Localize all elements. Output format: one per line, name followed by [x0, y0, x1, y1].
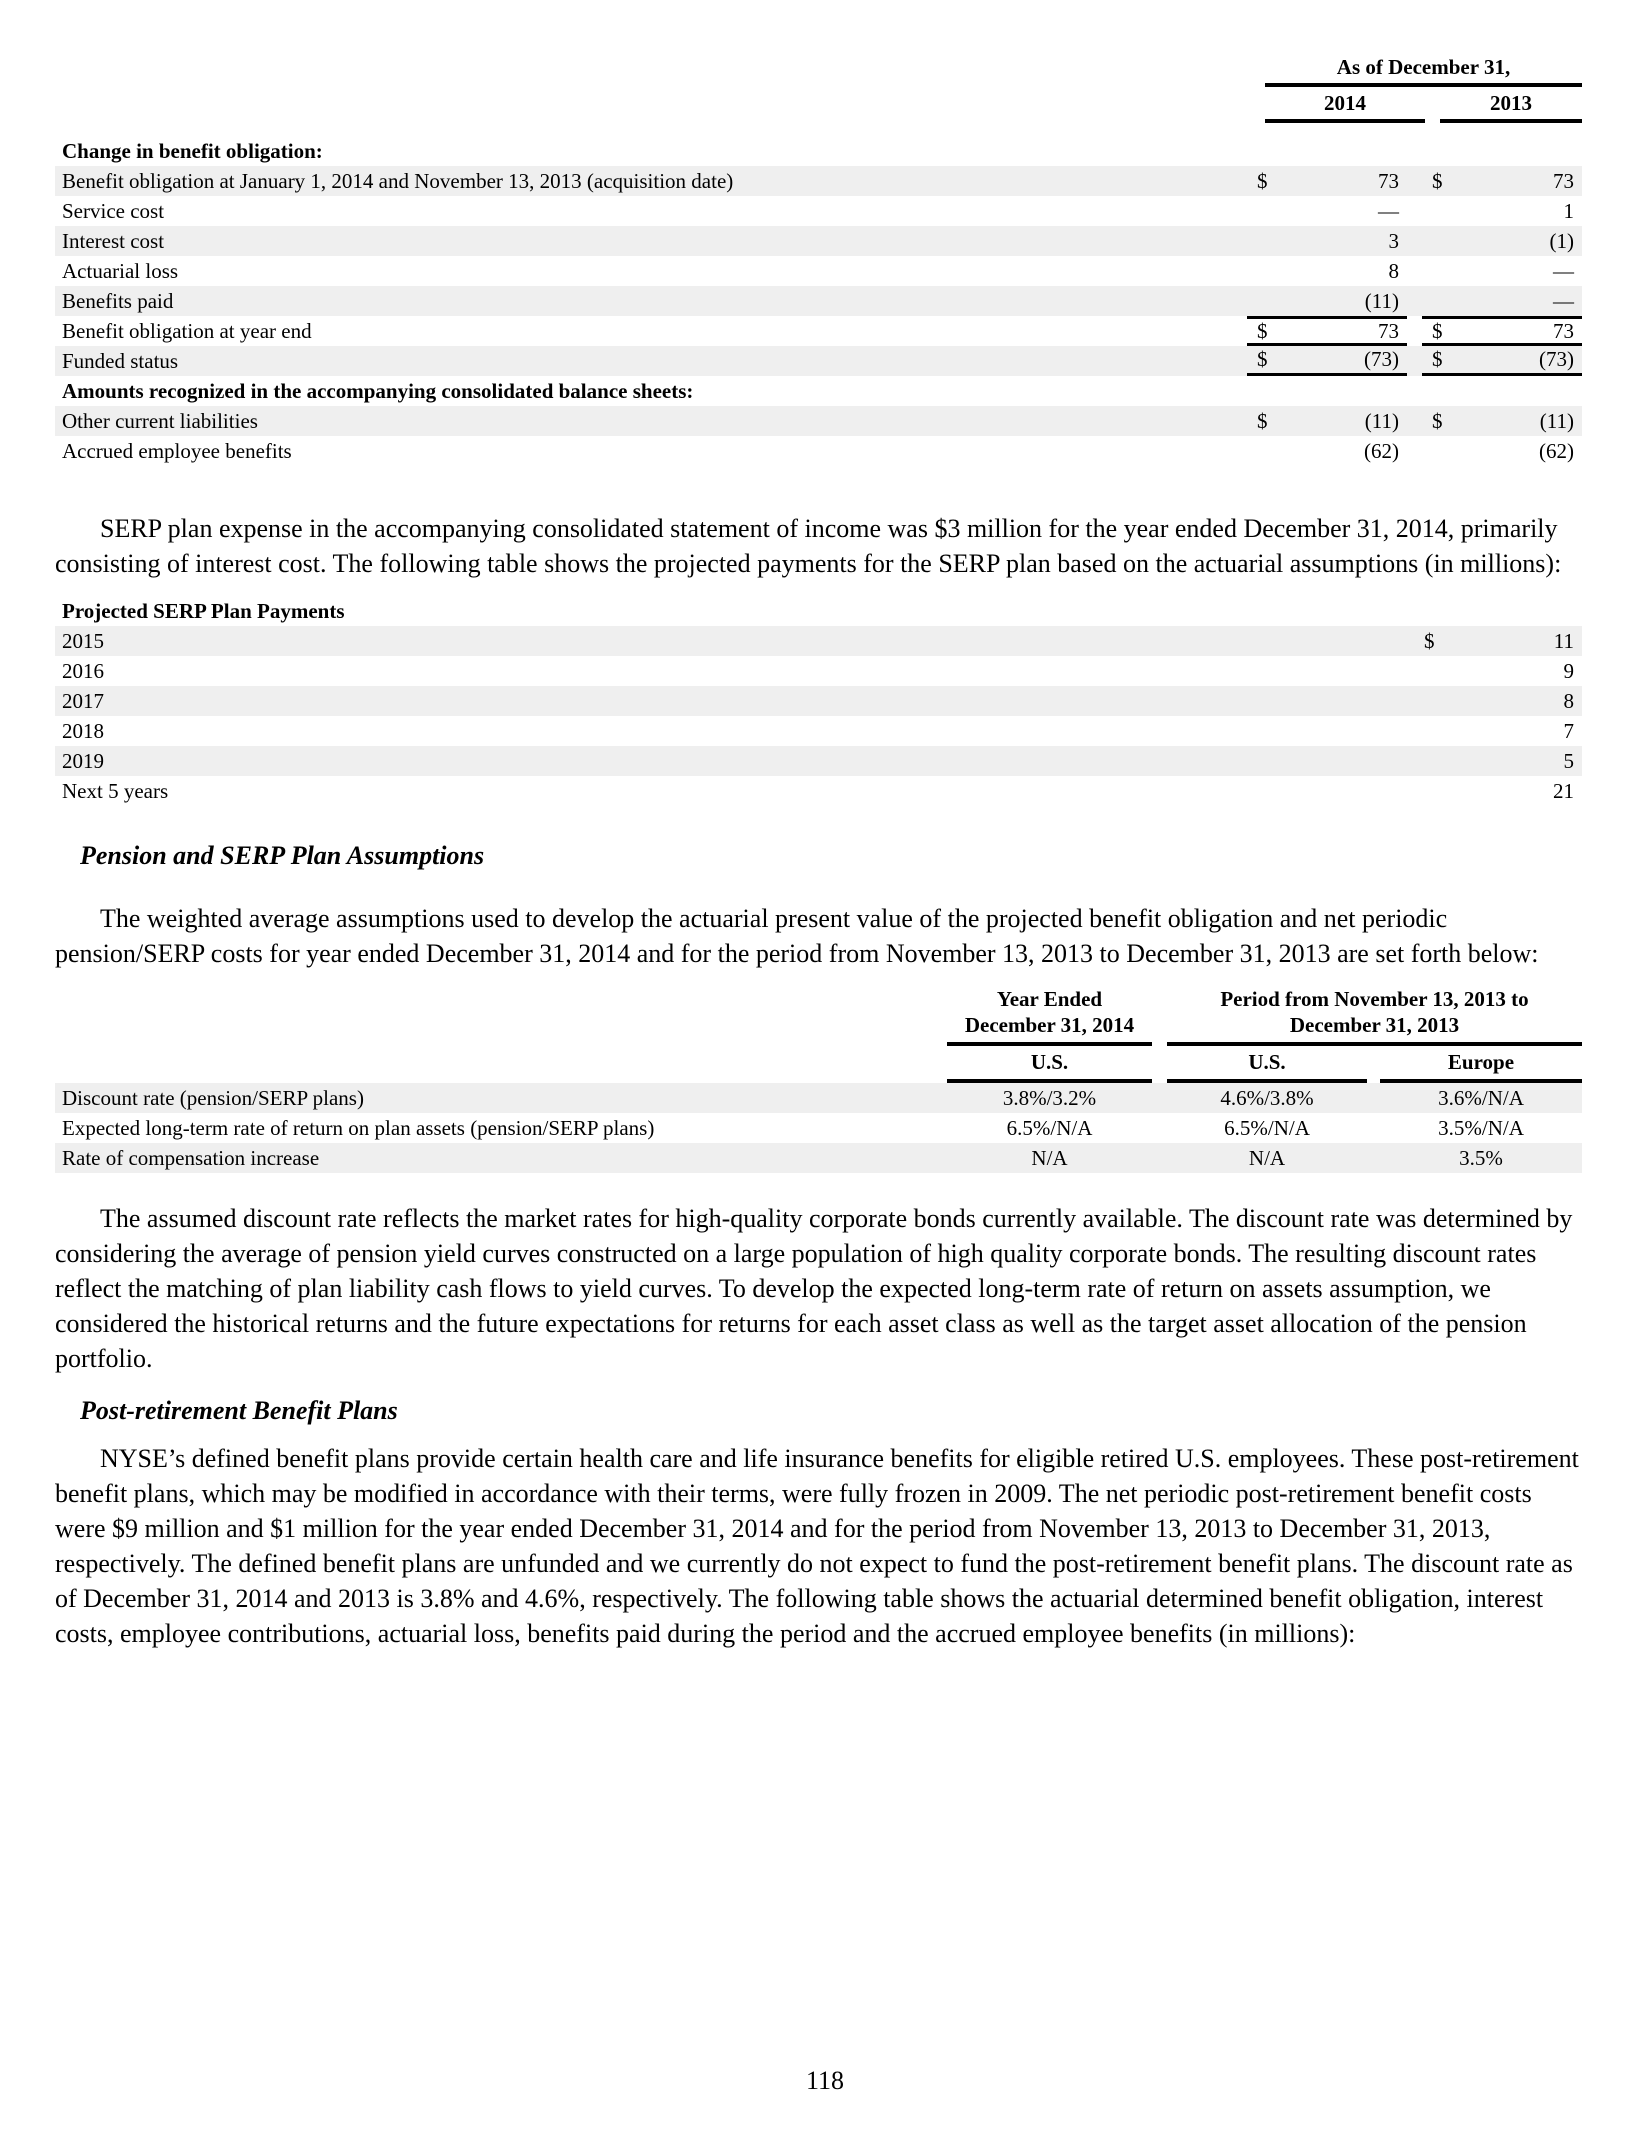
header-rule — [1265, 83, 1582, 87]
table-row — [55, 716, 1582, 746]
benefit-obligation-table — [55, 55, 1582, 466]
value-2014: (11) — [1364, 408, 1399, 433]
group-label-line1: Period from November 13, 2013 to — [1220, 987, 1529, 1011]
value-us-2014: 3.8%/3.2% — [1002, 1085, 1097, 1110]
table-title: Projected SERP Plan Payments — [62, 598, 345, 623]
section-header-row — [55, 136, 1582, 166]
table-row — [55, 1083, 1582, 1113]
paragraph-assumptions: The weighted average assumptions used to develop the actuarial present value of the projected benefit obligation and net periodic pension/SERP costs for year ended December 31, 2014 and for the period from November 13, 2013 to December 31, 2013 are set forth below: — [55, 904, 1539, 968]
value-us-2014: 6.5%/N/A — [1006, 1115, 1093, 1140]
heading-post-retirement-benefit-plans: Post-retirement Benefit Plans — [80, 1396, 398, 1425]
page-number: 118 — [805, 2066, 845, 2095]
row-label: Rate of compensation increase — [62, 1145, 320, 1170]
row-label: Benefit obligation at January 1, 2014 and November 13, 2013 (acquisition date) — [62, 168, 734, 193]
subheader-europe: Europe — [1380, 1046, 1582, 1083]
row-label: Discount rate (pension/SERP plans) — [62, 1085, 364, 1110]
table-row — [55, 436, 1582, 466]
group-label-line1: Year Ended — [996, 987, 1103, 1011]
group-label-line2: December 31, 2013 — [1289, 1013, 1460, 1037]
row-label: 2019 — [62, 748, 104, 773]
value-2014: 8 — [1388, 258, 1399, 283]
value-us-2013: N/A — [1248, 1145, 1286, 1170]
row-label: 2018 — [62, 718, 104, 743]
row-label: Service cost — [62, 198, 165, 223]
value-2013: (1) — [1549, 228, 1574, 253]
value-us-2014: N/A — [1031, 1145, 1068, 1170]
subheader-us-2014: U.S. — [947, 1046, 1152, 1083]
column-header-2014: 2014 — [1265, 91, 1425, 123]
row-label: Actuarial loss — [62, 258, 179, 283]
payment-value: 8 — [1563, 688, 1574, 713]
value-2013: (73) — [1539, 347, 1574, 371]
table-row — [55, 286, 1582, 316]
row-label: 2015 — [62, 628, 104, 653]
value-2014: (11) — [1364, 288, 1399, 313]
currency-symbol: $ — [1257, 347, 1268, 371]
currency-symbol: $ — [1432, 318, 1443, 343]
paragraph-post-retirement: NYSE’s defined benefit plans provide certain health care and life insurance benefits for eligible retired U.S. employees. These post-retirement benefit plans, which may be modified in accordance with their terms, were fully frozen in 2009. The net periodic post-retirement benefit costs were $9 million and $1 million for the year ended December 31, 2014 and for the period from November 13, 2013 to December 31, 2013, respectively. The defined benefit plans are unfunded and we currently do not expect to fund the post-retirement benefit plans. The discount rate as of December 31, 2014 and 2013 is 3.8% and 4.6%, respectively. The following table shows the actuarial determined benefit obligation, interest costs, employee contributions, actuarial loss, benefits paid during the period and the accrued employee benefits (in millions): — [55, 1444, 1579, 1648]
table-row — [55, 656, 1582, 686]
value-2013: 1 — [1563, 198, 1574, 223]
currency-symbol: $ — [1432, 347, 1443, 371]
table-row-total — [55, 346, 1582, 376]
table-row — [55, 746, 1582, 776]
value-2014: 73 — [1378, 168, 1399, 193]
table-row — [55, 166, 1582, 196]
row-label: Next 5 years — [62, 778, 169, 803]
table-row — [55, 196, 1582, 226]
paragraph-discount-rate: The assumed discount rate reflects the market rates for high-quality corporate bonds currently available. The discount rate was determined by considering the average of pension yield curves constructed on a large population of high quality corporate bonds. The resulting discount rates reflect the matching of plan liability cash flows to yield curves. To develop the expected long-term rate of return on assets assumption, we considered the historical returns and the future expectations for returns for each asset class as well as the target asset allocation of the pension portfolio. — [55, 1204, 1573, 1373]
table-row — [55, 256, 1582, 286]
value-us-2013: 6.5%/N/A — [1224, 1115, 1310, 1140]
table-row-total — [55, 316, 1582, 346]
section-header: Change in benefit obligation: — [62, 138, 323, 163]
heading-pension-serp-assumptions: Pension and SERP Plan Assumptions — [80, 841, 485, 870]
payment-value: 11 — [1553, 628, 1574, 653]
value-2013: 73 — [1553, 168, 1574, 193]
currency-symbol: $ — [1432, 408, 1443, 433]
payment-value: 5 — [1563, 748, 1574, 773]
row-label: Interest cost — [62, 228, 165, 253]
subheader-us-2013: U.S. — [1167, 1046, 1367, 1083]
section-header-row — [55, 376, 1582, 406]
table-row — [55, 226, 1582, 256]
row-label: Benefit obligation at year end — [62, 318, 312, 343]
row-label: Benefits paid — [62, 288, 174, 313]
currency-symbol: $ — [1432, 168, 1443, 193]
value-2014: 3 — [1388, 228, 1399, 253]
column-group-year-ended — [947, 986, 1152, 1046]
column-group-period — [1167, 986, 1582, 1046]
value-2014: — — [1378, 198, 1399, 223]
value-2014: (73) — [1364, 347, 1399, 371]
table-row — [55, 626, 1582, 656]
table-row — [55, 1143, 1582, 1173]
value-2013: 73 — [1553, 318, 1574, 343]
assumptions-table — [55, 986, 1582, 1173]
value-2013: (11) — [1539, 408, 1574, 433]
row-label: Expected long-term rate of return on plan assets (pension/SERP plans) — [62, 1115, 655, 1140]
serp-payments-table — [55, 596, 1582, 806]
table-row — [55, 406, 1582, 436]
value-2014: 73 — [1378, 318, 1399, 343]
payment-value: 7 — [1563, 718, 1574, 743]
value-2014: (62) — [1364, 438, 1399, 463]
paragraph-serp-expense: SERP plan expense in the accompanying consolidated statement of income was $3 million for the year ended December 31, 2014, primarily consisting of interest cost. The following table shows the projected payments for the SERP plan based on the actuarial assumptions (in millions): — [55, 514, 1562, 578]
row-label: 2016 — [62, 658, 104, 683]
payment-value: 21 — [1553, 778, 1574, 803]
value-2013: — — [1553, 288, 1574, 313]
row-label: Accrued employee benefits — [62, 438, 292, 463]
currency-symbol: $ — [1257, 168, 1268, 193]
payment-value: 9 — [1563, 658, 1574, 683]
group-label-line2: December 31, 2014 — [964, 1013, 1135, 1037]
currency-symbol: $ — [1424, 628, 1435, 653]
table-subheaders — [55, 1046, 1582, 1083]
value-europe: 3.6%/N/A — [1438, 1085, 1524, 1110]
table-row — [55, 776, 1582, 806]
table-row — [55, 1113, 1582, 1143]
value-2013: — — [1553, 258, 1574, 283]
value-2013: (62) — [1539, 438, 1574, 463]
row-label: Other current liabilities — [62, 408, 258, 433]
section-header: Amounts recognized in the accompanying consolidated balance sheets: — [62, 378, 694, 403]
row-label: Funded status — [62, 348, 179, 373]
value-us-2013: 4.6%/3.8% — [1220, 1085, 1314, 1110]
table-header-groups — [55, 986, 1582, 1046]
table-row — [55, 686, 1582, 716]
currency-symbol: $ — [1257, 408, 1268, 433]
value-europe: 3.5% — [1459, 1145, 1503, 1170]
row-label: 2017 — [62, 688, 104, 713]
period-header: As of December 31, — [1336, 55, 1511, 79]
column-header-2013: 2013 — [1440, 91, 1582, 123]
value-europe: 3.5%/N/A — [1438, 1115, 1524, 1140]
currency-symbol: $ — [1257, 318, 1268, 343]
table-title-row — [55, 596, 1582, 626]
table-header — [55, 55, 1582, 123]
